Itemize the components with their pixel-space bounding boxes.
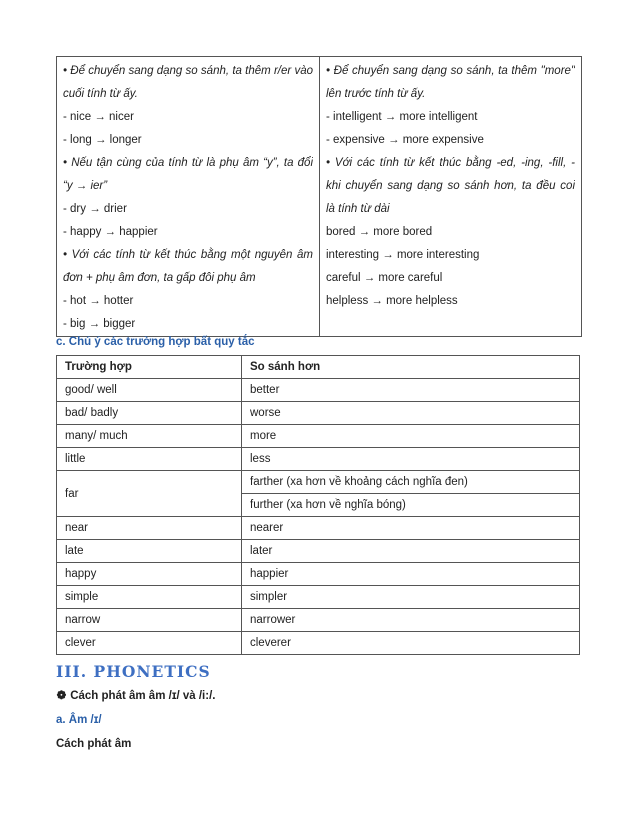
rule-line: • Nếu tận cùng của tính từ là phụ âm “y”, ta đổi	[63, 157, 313, 169]
rule-line: • Với các tính từ kết thúc bằng -ed, -ing, -fill, -	[326, 157, 575, 169]
rule-line: khi chuyển sang dạng so sánh hơn, ta đều coi	[326, 180, 575, 192]
rule-line: đơn + phụ âm đơn, ta gấp đôi phụ âm	[63, 272, 256, 284]
irregular-comparatives-table	[56, 355, 580, 655]
rule-line: - big → bigger	[63, 318, 136, 330]
table-cell: less	[242, 448, 580, 471]
phonetics-section-title: III. PHONETICS	[56, 662, 211, 681]
rule-line: careful → more careful	[326, 272, 443, 284]
rule-line: • Để chuyển sang dạng so sánh, ta thêm r/er vào	[63, 65, 313, 77]
rule-line: • Để chuyển sang dạng so sánh, ta thêm "more"	[326, 65, 575, 77]
table-cell-far: far	[57, 471, 242, 517]
table-cell: happy	[57, 563, 242, 586]
rule-line: - dry → drier	[63, 203, 127, 215]
table-cell: near	[57, 517, 242, 540]
sound-a-heading: a. Âm /ɪ/	[56, 714, 102, 726]
rule-line: - hot → hotter	[63, 295, 134, 307]
rule-line: “y → ier”	[63, 180, 108, 192]
rule-line: cuối tính từ ấy.	[63, 88, 138, 100]
table-cell: simpler	[242, 586, 580, 609]
table-row	[57, 517, 580, 540]
rule-line: - happy → happier	[63, 226, 158, 238]
pronunciation-heading-text: Cách phát âm âm /ɪ/ và /i:/.	[70, 690, 216, 702]
long-adjective-rules-column	[320, 57, 581, 336]
table-cell: better	[242, 379, 580, 402]
table-cell: further (xa hơn về nghĩa bóng)	[242, 494, 580, 517]
table-cell: nearer	[242, 517, 580, 540]
table-cell: late	[57, 540, 242, 563]
rule-line: - expensive → more expensive	[326, 134, 484, 146]
pronunciation-heading	[56, 688, 215, 702]
table-row	[57, 632, 580, 655]
table-row	[57, 609, 580, 632]
header-case: Trường hợp	[57, 356, 242, 379]
table-row	[57, 425, 580, 448]
table-cell: cleverer	[242, 632, 580, 655]
table-row	[57, 540, 580, 563]
table-cell: farther (xa hơn về khoảng cách nghĩa đen)	[242, 471, 580, 494]
flower-bullet-icon: ❁	[56, 690, 67, 702]
table-cell: later	[242, 540, 580, 563]
header-comparative: So sánh hơn	[242, 356, 580, 379]
table-header-row	[57, 356, 580, 379]
table-cell: clever	[57, 632, 242, 655]
table-cell: narrower	[242, 609, 580, 632]
rule-line: - long → longer	[63, 134, 142, 146]
rule-line: helpless → more helpless	[326, 295, 458, 307]
irregular-cases-heading: c. Chú ý các trường hợp bất quy tắc	[56, 336, 255, 348]
table-cell: good/ well	[57, 379, 242, 402]
table-cell: bad/ badly	[57, 402, 242, 425]
comparative-rules-table	[56, 56, 582, 337]
rule-line: interesting → more interesting	[326, 249, 480, 261]
table-cell: many/ much	[57, 425, 242, 448]
table-cell: happier	[242, 563, 580, 586]
short-adjective-rules-column	[57, 57, 320, 336]
table-cell: little	[57, 448, 242, 471]
table-cell: more	[242, 425, 580, 448]
table-row	[57, 402, 580, 425]
table-row	[57, 586, 580, 609]
rule-line: - intelligent → more intelligent	[326, 111, 478, 123]
table-cell: worse	[242, 402, 580, 425]
rule-line: - nice → nicer	[63, 111, 134, 123]
rule-line: • Với các tính từ kết thúc bằng một nguyên âm	[63, 249, 313, 261]
rule-line: là tính từ dài	[326, 203, 390, 215]
table-row	[57, 471, 580, 494]
table-row	[57, 448, 580, 471]
table-cell: narrow	[57, 609, 242, 632]
rule-line: lên trước tính từ ấy.	[326, 88, 426, 100]
table-row	[57, 563, 580, 586]
rule-line: bored → more bored	[326, 226, 433, 238]
how-to-pronounce-label: Cách phát âm	[56, 738, 132, 750]
table-cell: simple	[57, 586, 242, 609]
table-row	[57, 379, 580, 402]
